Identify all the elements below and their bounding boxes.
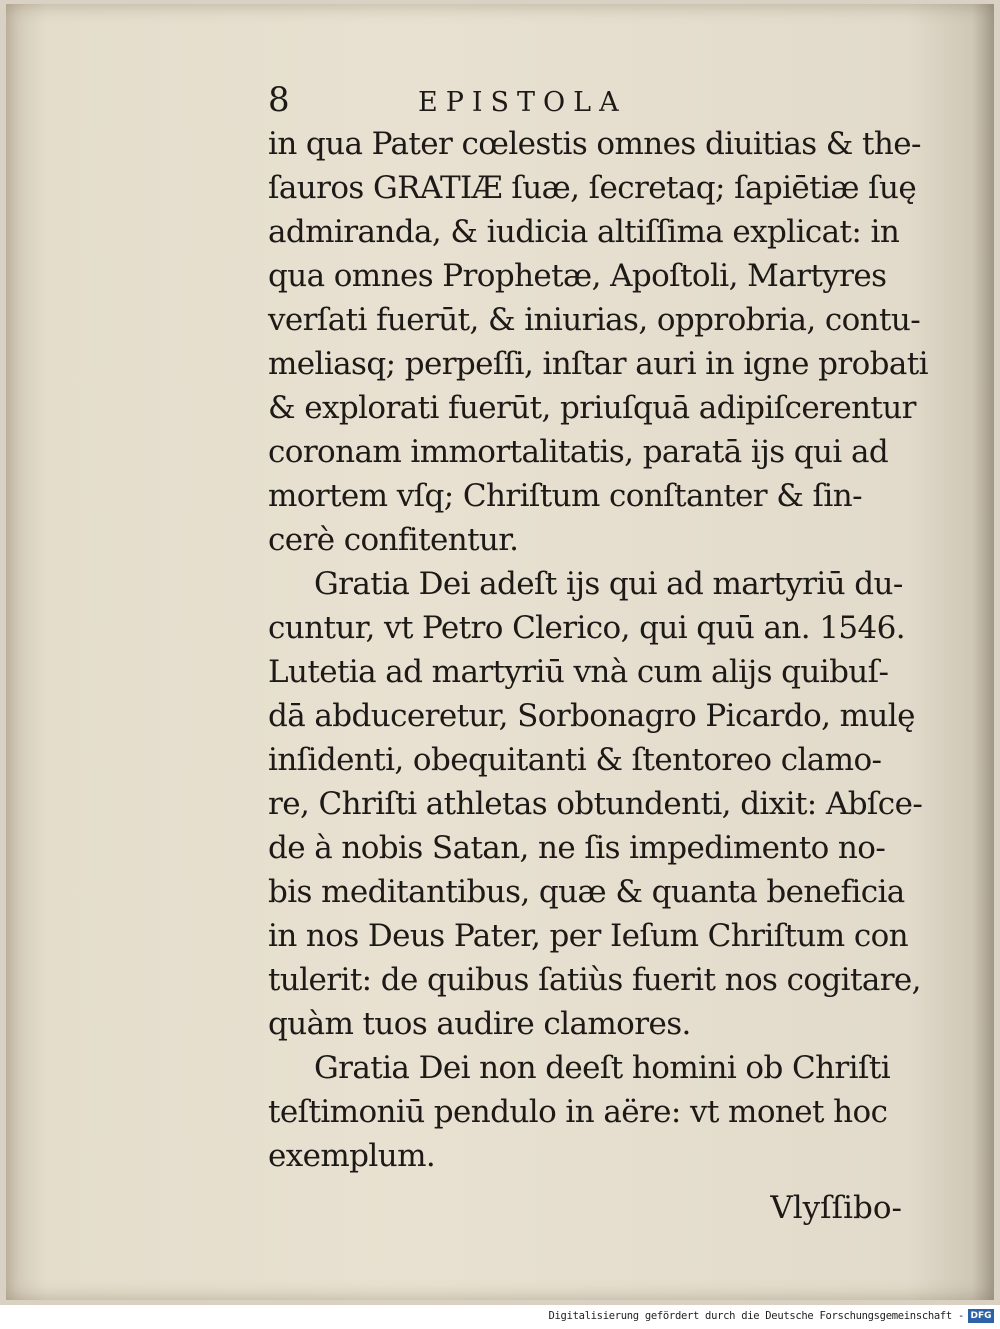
text-line: cerè confitentur.: [268, 522, 519, 558]
page-text: [268, 78, 928, 1238]
text-line: qua omnes Prophetæ, Apoſtoli, Martyres: [268, 258, 887, 294]
digitization-footer: [0, 1305, 1000, 1329]
page-header: [268, 78, 908, 122]
catchword: Vlyſſibo-: [770, 1190, 902, 1226]
text-line: dā abduceretur, Sorbonagro Picardo, mulę: [268, 698, 915, 734]
page-edge-shadow: [972, 4, 994, 1300]
text-line: mortem vſq; Chriſtum conſtanter & ſin-: [268, 478, 862, 514]
text-line: quàm tuos audire clamores.: [268, 1006, 691, 1042]
text-line: tulerit: de quibus ſatiùs fuerit nos cogitare,: [268, 962, 921, 998]
text-line: bis meditantibus, quæ & quanta beneficia: [268, 874, 905, 910]
text-line: Gratia Dei non deeſt homini ob Chriſti: [314, 1050, 891, 1086]
text-line: in qua Pater cœlestis omnes diuitias & the-: [268, 126, 921, 162]
text-line: cuntur, vt Petro Clerico, qui quū an. 1546.: [268, 610, 906, 646]
funding-credit: Digitalisierung gefördert durch die Deutsche Forschungsgemeinschaft -: [548, 1310, 964, 1322]
text-line: re, Chriſti athletas obtundenti, dixit: Abſce-: [268, 786, 923, 822]
text-line: teſtimoniū pendulo in aëre: vt monet hoc: [268, 1094, 888, 1130]
dfg-logo: DFG: [968, 1309, 994, 1323]
text-line: coronam immortalitatis, paratā ijs qui ad: [268, 434, 889, 470]
text-line: ſauros GRATIÆ ſuæ, ſecretaq; ſapiētiæ ſuę: [268, 170, 917, 206]
page-number: 8: [268, 80, 290, 120]
text-line: verſati fuerūt, & iniurias, opprobria, contu-: [268, 302, 921, 338]
text-line: & explorati fuerūt, priuſquā adipiſcerentur: [268, 390, 916, 426]
text-line: Lutetia ad martyriū vnà cum alijs quibuſ-: [268, 654, 889, 690]
text-line: in nos Deus Pater, per Ieſum Chriſtum con: [268, 918, 909, 954]
text-line: meliasq; perpeſſi, inſtar auri in igne probati: [268, 346, 928, 382]
running-head: EPISTOLA: [418, 87, 627, 118]
text-line: Gratia Dei adeſt ijs qui ad martyriū du-: [314, 566, 903, 602]
text-line: exemplum.: [268, 1138, 436, 1174]
text-line: de à nobis Satan, ne ſis impedimento no-: [268, 830, 886, 866]
text-line: inſidenti, obequitanti & ſtentoreo clamo-: [268, 742, 882, 778]
text-line: admiranda, & iudicia altiſſima explicat: in: [268, 214, 900, 250]
